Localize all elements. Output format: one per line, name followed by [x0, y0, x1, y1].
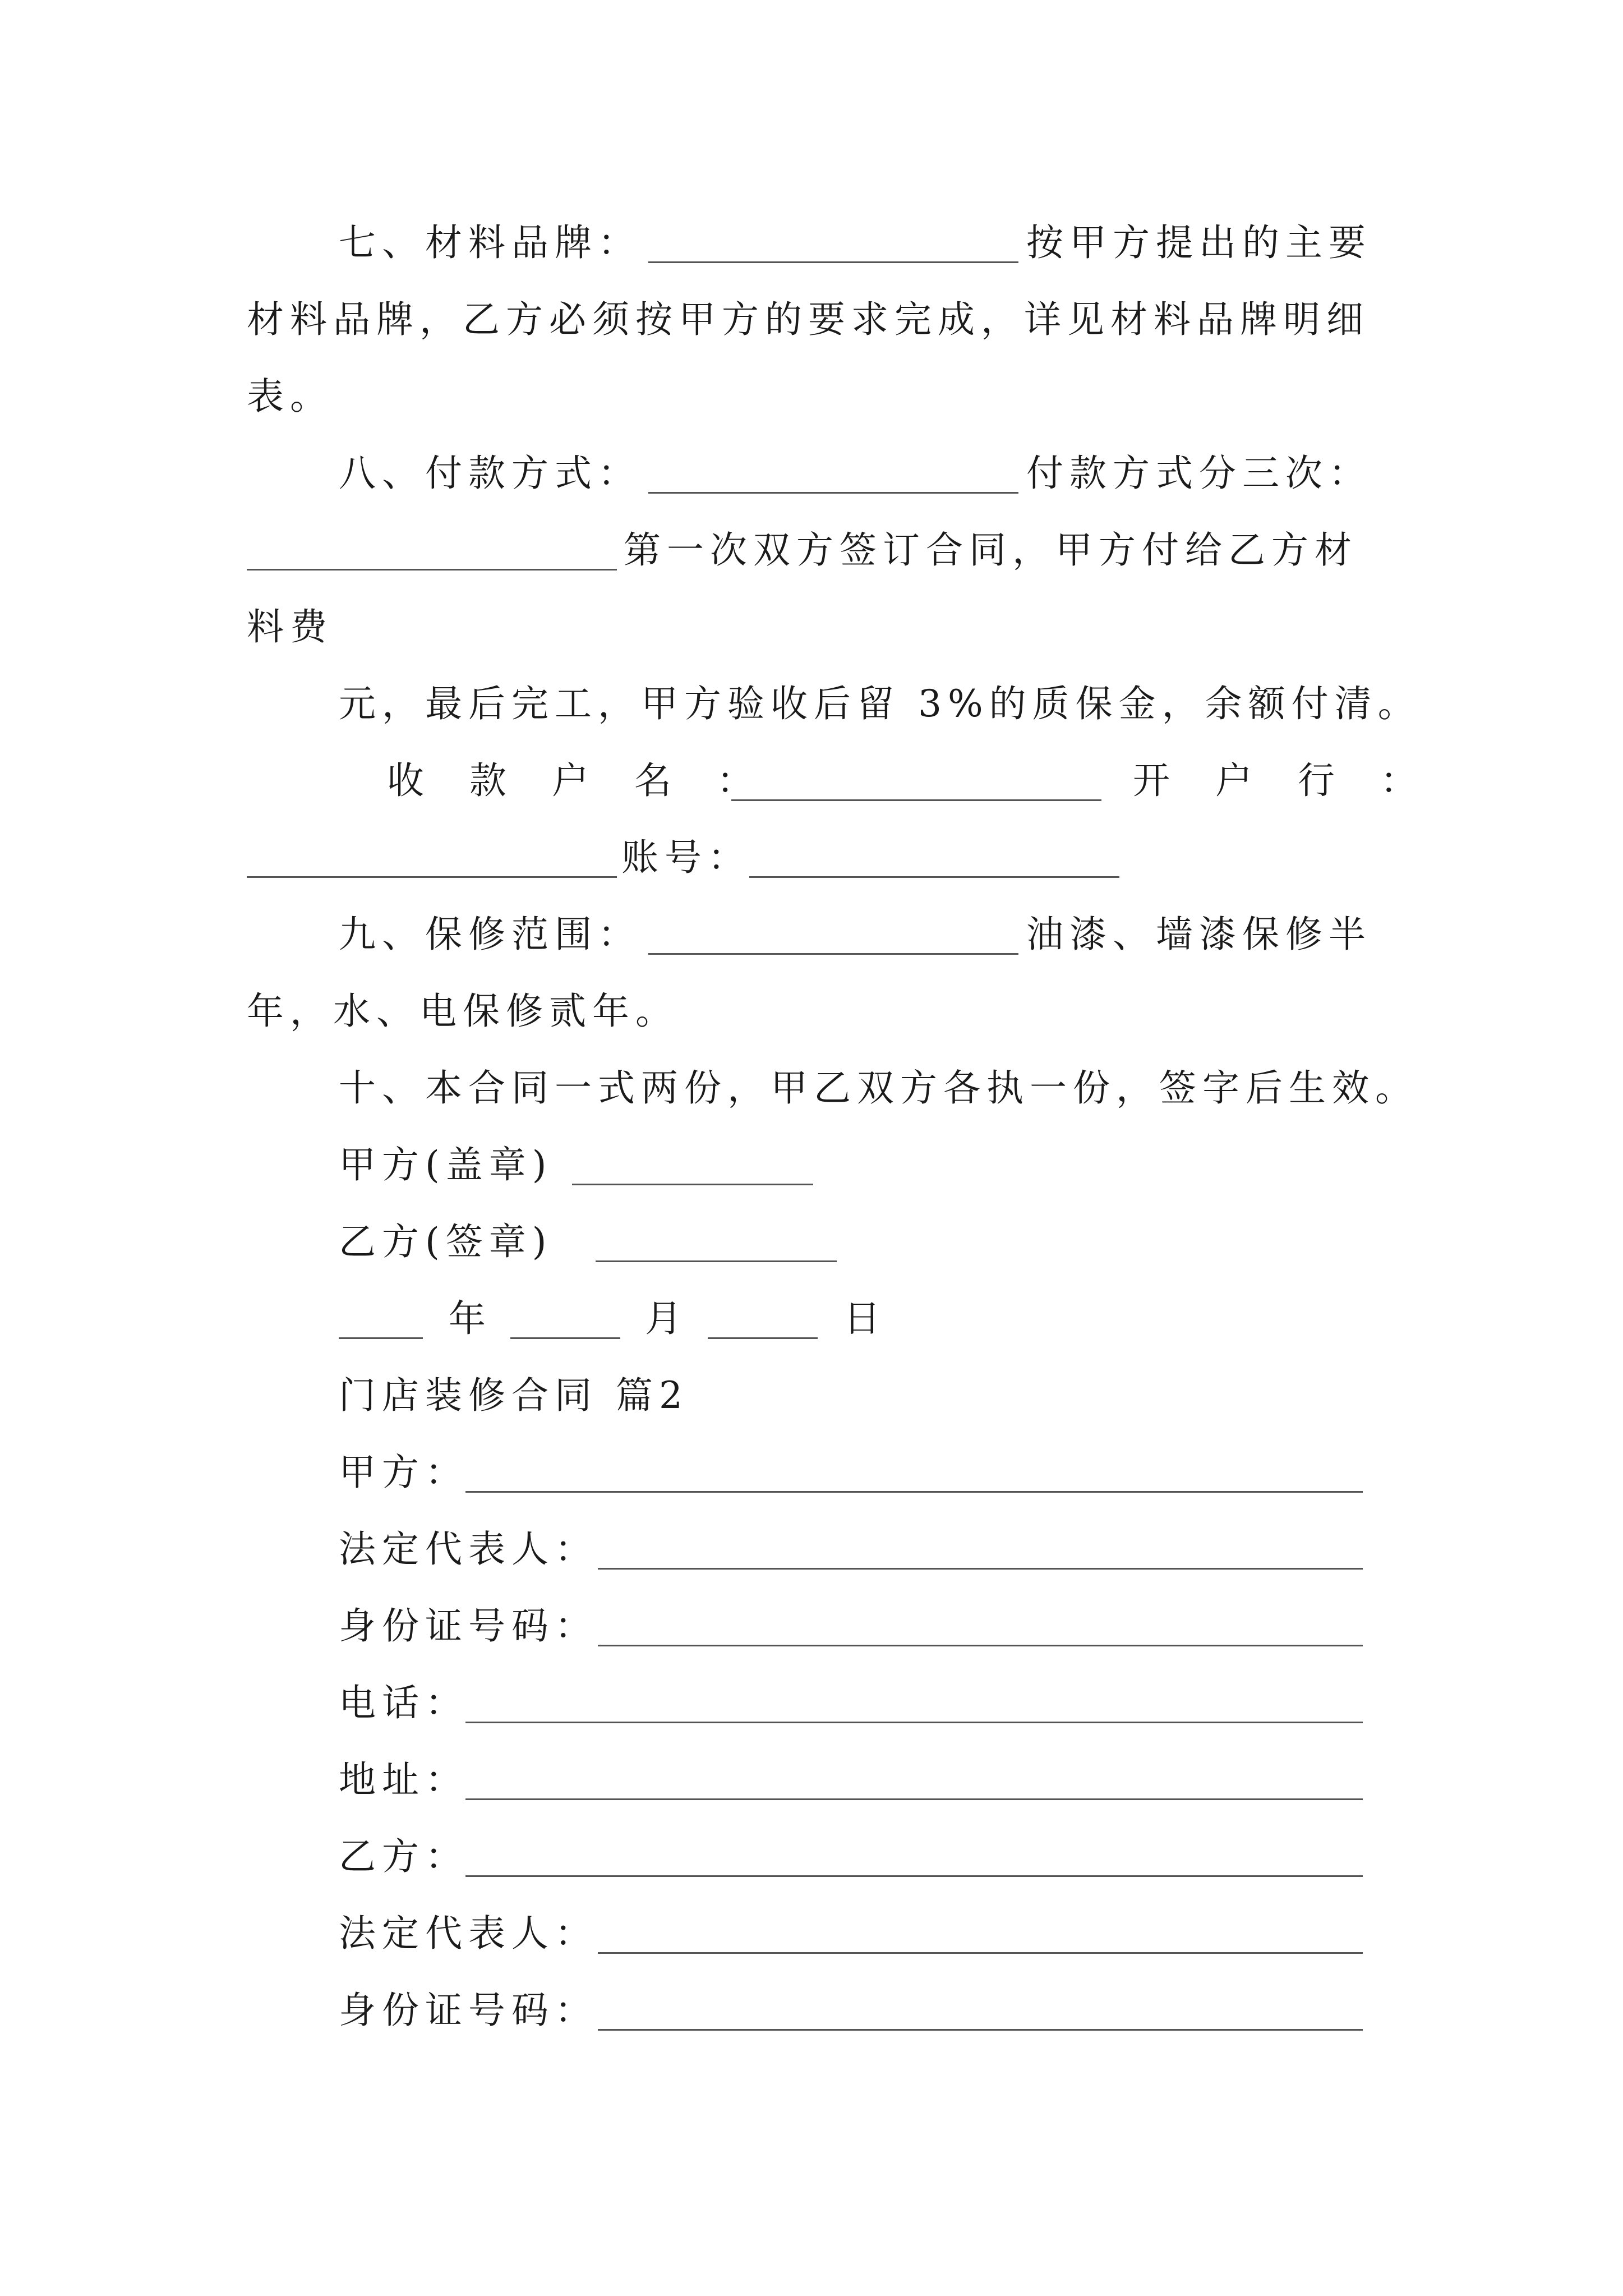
section-8-line-2: 第一次双方签订合同，甲方付给乙方材 — [624, 528, 1358, 572]
section-7-label: 七、材料品牌： — [339, 221, 641, 264]
party-a-seal-label: 甲方(盖章) — [339, 1143, 553, 1186]
section-7-text: 按甲方提出的主要 — [1026, 221, 1372, 264]
party-a-address-label: 地址： — [339, 1758, 468, 1801]
bank-label: 开 户 行 ： — [1133, 759, 1434, 802]
payee-name-blank[interactable] — [731, 799, 1101, 801]
party-a-legal-rep-blank[interactable] — [598, 1568, 1363, 1570]
warranty-scope-blank[interactable] — [648, 953, 1018, 955]
party-b-label: 乙方： — [339, 1835, 468, 1878]
party-b-blank[interactable] — [465, 1875, 1363, 1877]
section-8-line-4: 元，最后完工，甲方验收后留 3%的质保金，余额付清。 — [339, 682, 1421, 725]
payee-name-label: 收 款 户 名 ： — [387, 759, 771, 802]
party-a-seal-blank[interactable] — [572, 1184, 813, 1185]
month-label: 月 — [645, 1297, 688, 1340]
month-blank[interactable] — [510, 1337, 620, 1339]
section-7-line-2: 材料品牌，乙方必须按甲方的要求完成，详见材料品牌明细 — [247, 298, 1370, 341]
party-a-id-blank[interactable] — [598, 1645, 1363, 1646]
party-a-phone-label: 电话： — [339, 1681, 468, 1724]
section-8-text: 付款方式分三次： — [1026, 452, 1372, 495]
account-label: 账号： — [621, 836, 751, 879]
section-7-line-3: 表。 — [247, 375, 333, 418]
party-b-legal-rep-label: 法定代表人： — [339, 1912, 598, 1955]
section-8-line-3: 料费 — [247, 605, 333, 648]
section-9-text: 油漆、墙漆保修半 — [1026, 913, 1372, 956]
year-label: 年 — [449, 1297, 492, 1340]
day-label: 日 — [843, 1297, 887, 1340]
party-b-sign-blank[interactable] — [596, 1260, 837, 1262]
party-b-id-blank[interactable] — [598, 2029, 1363, 2031]
material-brand-blank[interactable] — [648, 261, 1018, 263]
party-a-phone-blank[interactable] — [465, 1722, 1363, 1723]
material-fee-blank[interactable] — [247, 569, 617, 570]
section-9-line-2: 年，水、电保修贰年。 — [247, 990, 679, 1033]
year-blank[interactable] — [339, 1337, 423, 1339]
party-a-label: 甲方： — [339, 1451, 468, 1494]
section-8-label: 八、付款方式： — [339, 452, 641, 495]
party-a-address-blank[interactable] — [465, 1798, 1363, 1800]
party-a-id-label: 身份证号码： — [339, 1604, 598, 1648]
day-blank[interactable] — [708, 1337, 818, 1339]
party-b-legal-rep-blank[interactable] — [598, 1952, 1363, 1954]
party-a-legal-rep-label: 法定代表人： — [339, 1527, 598, 1571]
section-9-label: 九、保修范围： — [339, 913, 641, 956]
account-blank[interactable] — [749, 876, 1119, 878]
payment-method-blank[interactable] — [648, 492, 1018, 494]
party-b-id-label: 身份证号码： — [339, 1989, 598, 2032]
party-a-blank[interactable] — [465, 1491, 1363, 1493]
section-10-text: 十、本合同一式两份，甲乙双方各执一份，签字后生效。 — [339, 1066, 1418, 1110]
bank-blank[interactable] — [247, 876, 617, 878]
contract-2-title: 门店装修合同 篇2 — [339, 1374, 689, 1417]
party-b-sign-label: 乙方(签章) — [339, 1220, 553, 1263]
